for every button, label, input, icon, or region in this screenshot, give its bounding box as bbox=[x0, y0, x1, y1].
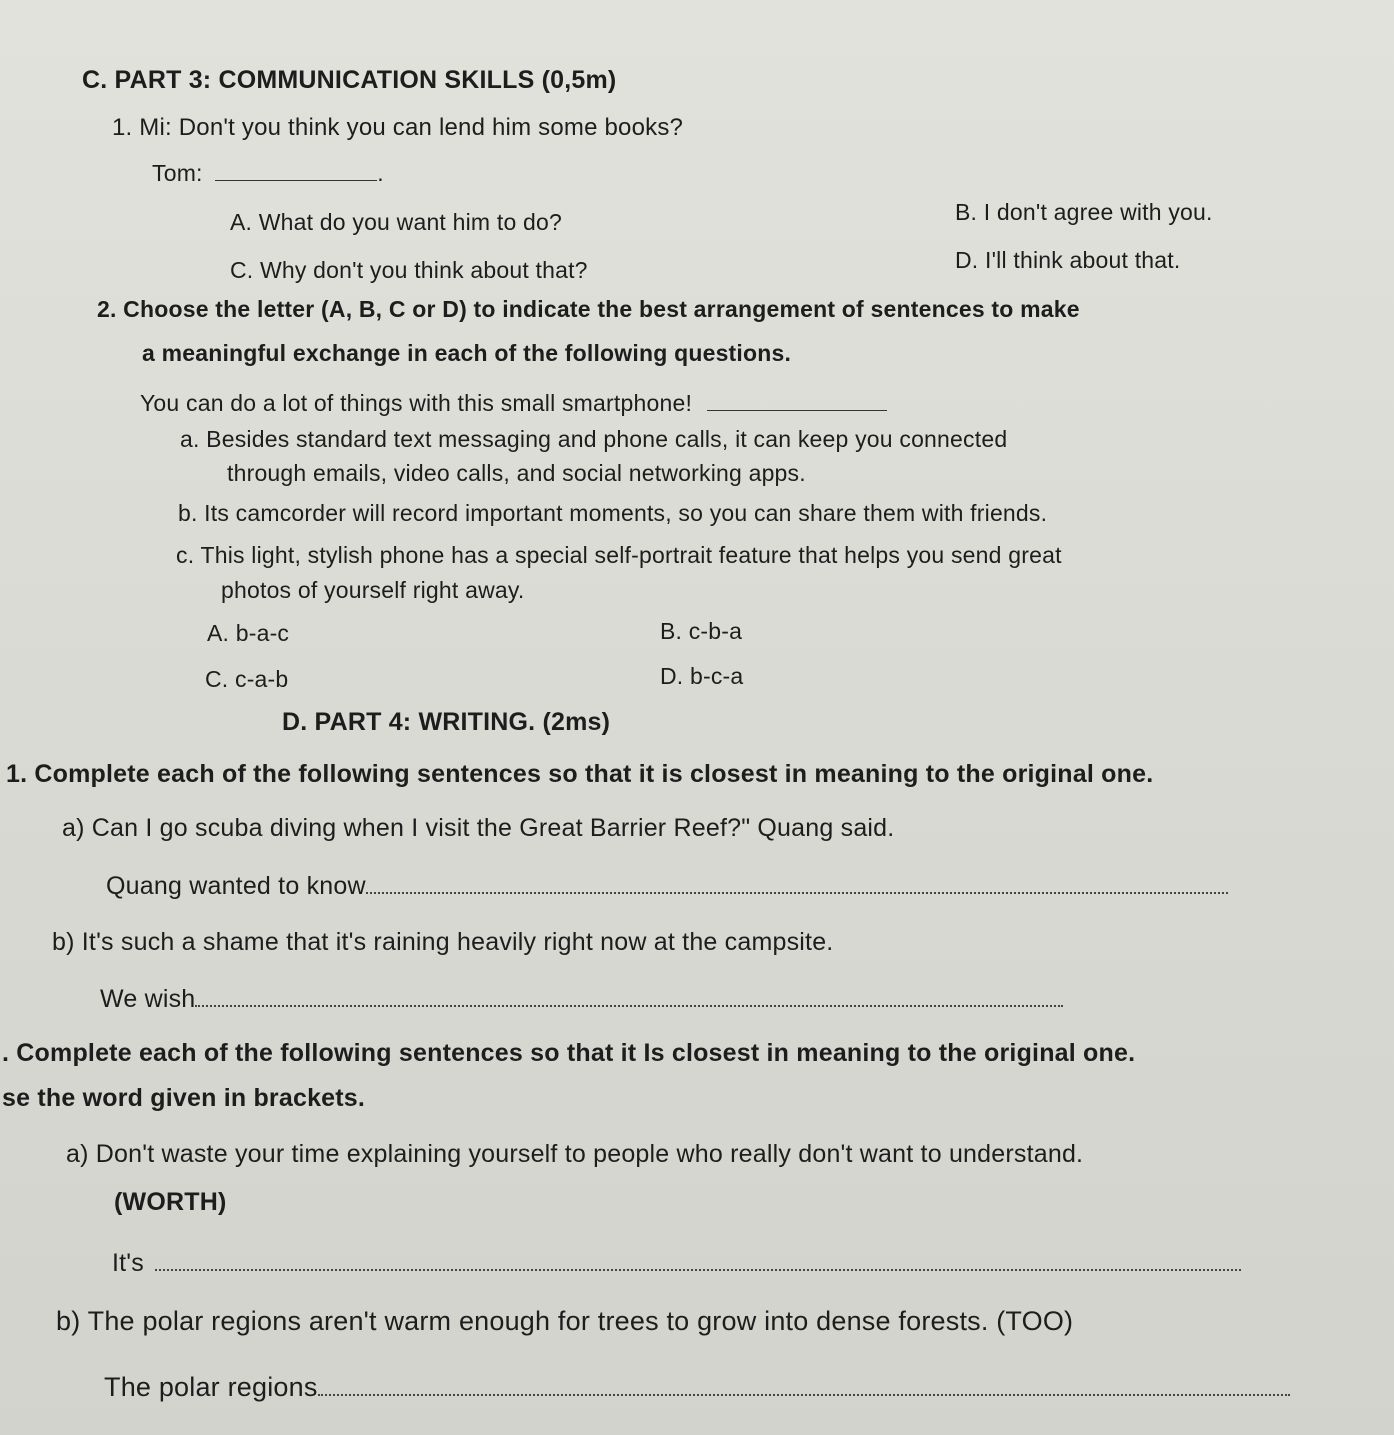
q2-lead-line bbox=[140, 390, 887, 417]
q1-tom-line bbox=[152, 160, 384, 187]
q2-option-c: C. c-a-b bbox=[205, 666, 289, 692]
s1-item-a: a) Can I go scuba diving when I visit the Great Barrier Reef?" Quang said. bbox=[62, 814, 895, 842]
s2-item-a-word: (WORTH) bbox=[114, 1188, 227, 1216]
q2-instruction-line1: 2. Choose the letter (A, B, C or D) to indicate the best arrangement of sentences to make bbox=[97, 296, 1080, 322]
s2-item-a-answer-blank[interactable] bbox=[155, 1268, 1241, 1271]
q1-option-d: D. I'll think about that. bbox=[955, 247, 1181, 273]
q2-instruction-line2: a meaningful exchange in each of the following questions. bbox=[142, 340, 792, 366]
s2-item-b-start: The polar regions bbox=[104, 1372, 318, 1402]
s1-item-b: b) It's such a shame that it's raining heavily right now at the campsite. bbox=[52, 928, 834, 956]
q1-tom-label: Tom: bbox=[152, 160, 203, 186]
q1-answer-blank[interactable] bbox=[215, 180, 377, 181]
s1-item-b-answer-blank[interactable] bbox=[195, 1004, 1063, 1007]
s2-item-b-answer-blank[interactable] bbox=[318, 1393, 1290, 1396]
s1-item-b-start: We wish bbox=[100, 985, 196, 1013]
s2-item-a: a) Don't waste your time explaining yourself to people who really don't want to understand. bbox=[66, 1140, 1084, 1168]
s2-item-a-answer-line bbox=[112, 1249, 1241, 1278]
s2-instruction-line2: se the word given in brackets. bbox=[2, 1084, 366, 1112]
s2-instruction-line1: . Complete each of the following sentences so that it Is closest in meaning to the original one. bbox=[2, 1039, 1136, 1067]
part3-heading: C. PART 3: COMMUNICATION SKILLS (0,5m) bbox=[82, 66, 617, 94]
q2-option-a: A. b-a-c bbox=[207, 620, 290, 646]
q2-sentence-b: b. Its camcorder will record important moments, so you can share them with friends. bbox=[178, 500, 1048, 526]
q1-option-c: C. Why don't you think about that? bbox=[230, 257, 588, 283]
q1-prompt: 1. Mi: Don't you think you can lend him some books? bbox=[112, 114, 684, 141]
s1-item-a-answer-blank[interactable] bbox=[366, 891, 1228, 894]
q2-option-b: B. c-b-a bbox=[660, 618, 743, 644]
s2-item-b: b) The polar regions aren't warm enough for trees to grow into dense forests. (TOO) bbox=[56, 1306, 1074, 1336]
q2-answer-blank[interactable] bbox=[707, 410, 887, 411]
part4-heading: D. PART 4: WRITING. (2ms) bbox=[282, 708, 611, 736]
s2-item-b-answer-line bbox=[104, 1372, 1290, 1403]
q2-option-d: D. b-c-a bbox=[660, 663, 744, 689]
q2-lead: You can do a lot of things with this small smartphone! bbox=[140, 390, 693, 416]
q1-tom-end: . bbox=[377, 160, 384, 186]
s1-item-a-start: Quang wanted to know bbox=[106, 872, 366, 900]
s2-item-a-start: It's bbox=[112, 1249, 144, 1277]
q2-sentence-c-line2: photos of yourself right away. bbox=[221, 577, 525, 603]
q2-sentence-a-line2: through emails, video calls, and social networking apps. bbox=[227, 460, 806, 486]
q2-sentence-c-line1: c. This light, stylish phone has a special self-portrait feature that helps you send great bbox=[176, 542, 1062, 568]
q1-option-a: A. What do you want him to do? bbox=[230, 209, 563, 235]
s1-item-a-answer-line bbox=[106, 872, 1228, 901]
s1-instruction: 1. Complete each of the following sentences so that it is closest in meaning to the original one. bbox=[6, 760, 1154, 788]
s1-item-b-answer-line bbox=[100, 985, 1063, 1014]
q2-sentence-a-line1: a. Besides standard text messaging and phone calls, it can keep you connected bbox=[180, 426, 1008, 452]
q1-option-b: B. I don't agree with you. bbox=[955, 199, 1213, 225]
